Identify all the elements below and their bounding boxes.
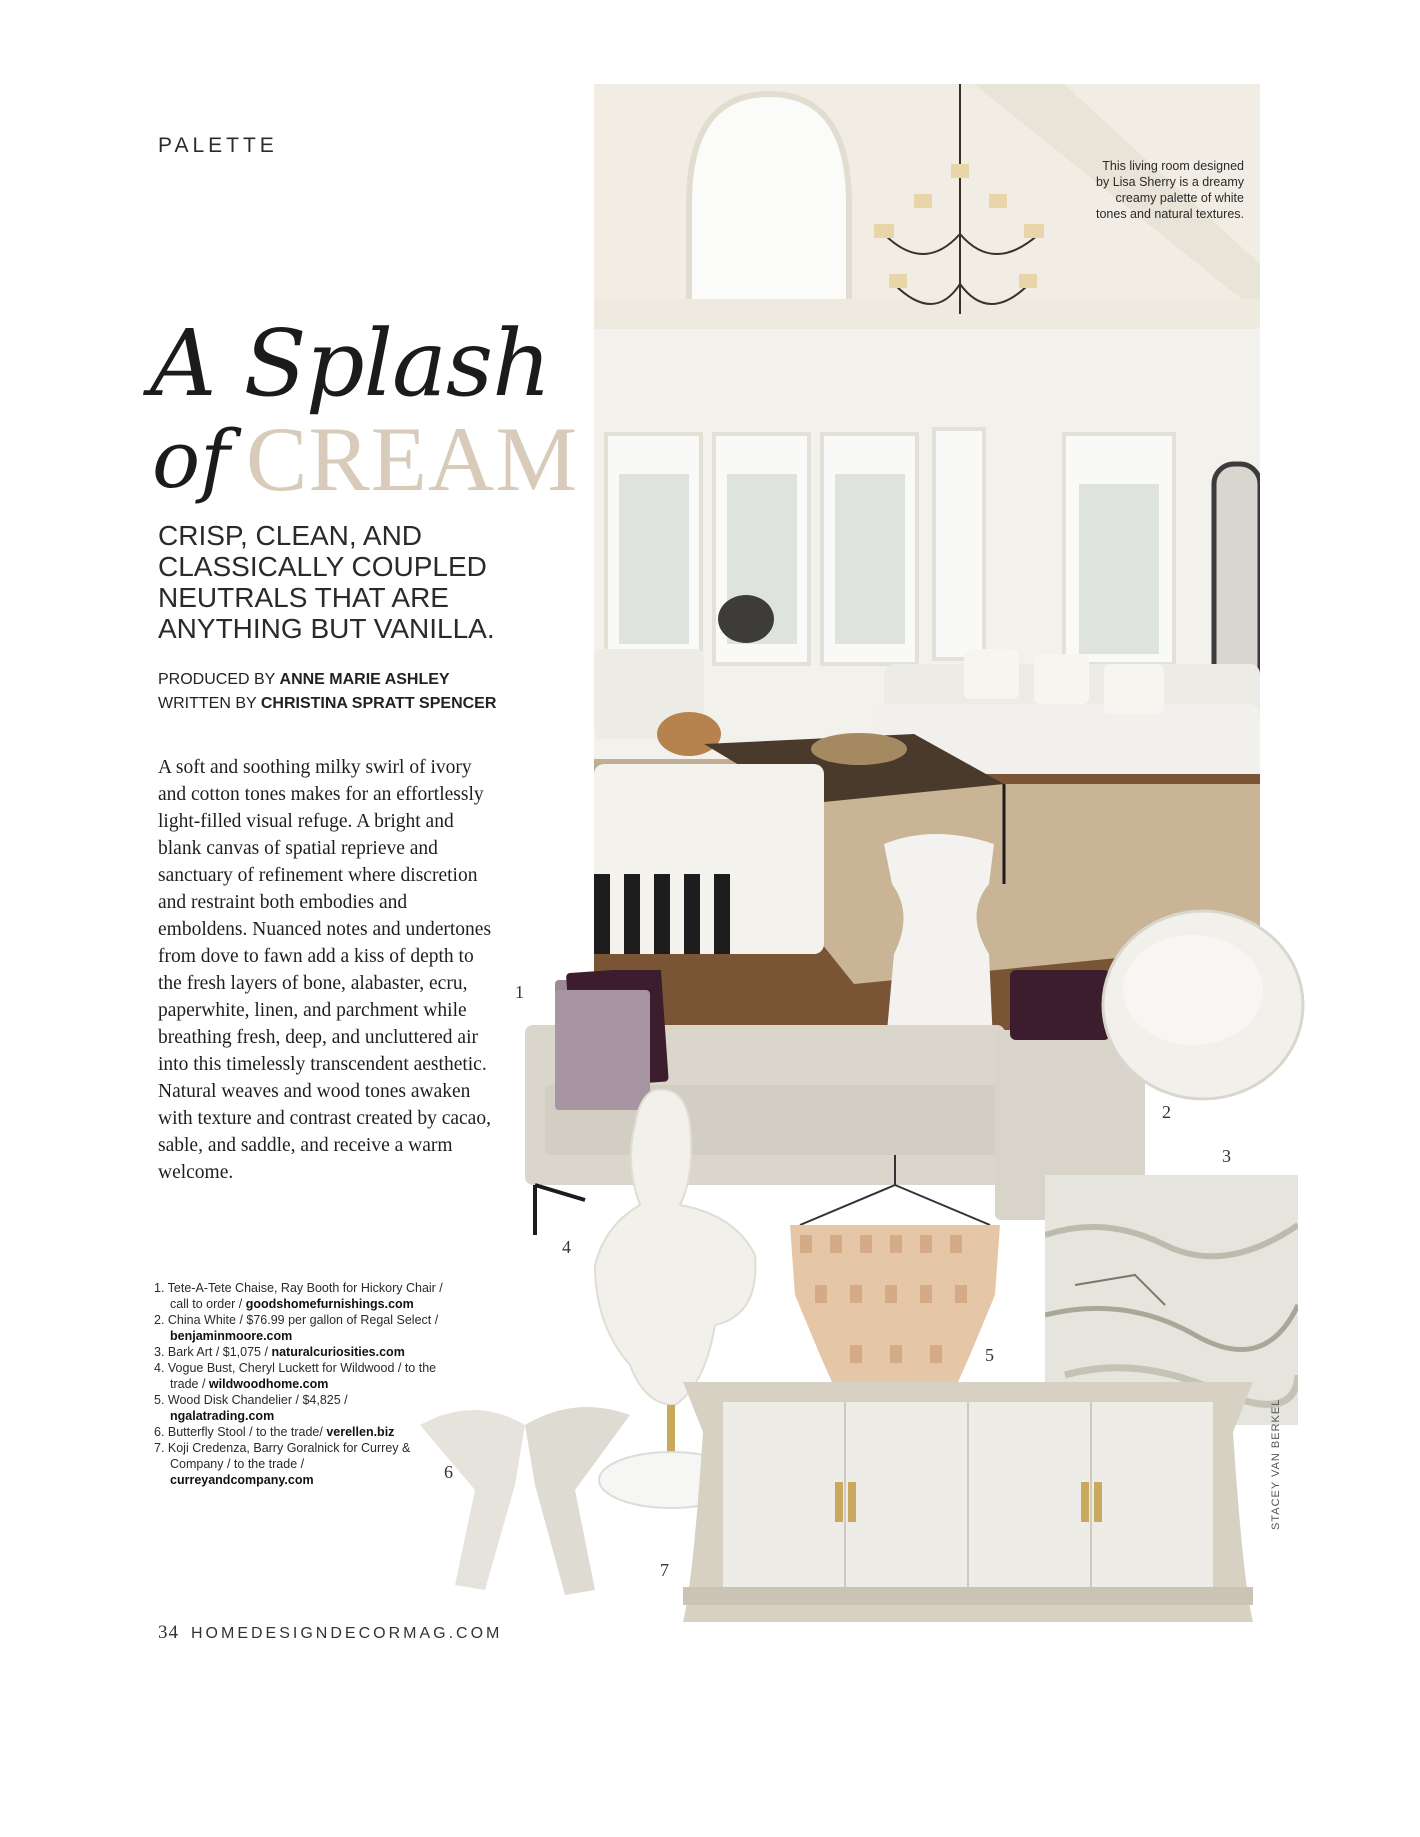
- subtitle: CRISP, CLEAN, AND CLASSICALLY COUPLED NEUTRALS THAT ARE ANYTHING BUT VANILLA.: [158, 520, 495, 644]
- product-desc: 7. Koji Credenza, Barry Goralnick for Currey & Company / to the trade /: [154, 1441, 411, 1471]
- product-item: [154, 1392, 444, 1424]
- product-link[interactable]: naturalcuriosities.com: [271, 1345, 405, 1359]
- headline-of: of: [152, 413, 230, 506]
- photo-caption: This living room designed by Lisa Sherry is a dreamy creamy palette of white tones and natural textures.: [1095, 159, 1244, 221]
- credenza-image: [683, 1382, 1253, 1627]
- product-desc: 1. Tete-A-Tete Chaise, Ray Booth for Hickory Chair / call to order /: [154, 1281, 443, 1311]
- product-link[interactable]: curreyandcompany.com: [170, 1473, 314, 1487]
- headline-line1: A Splash: [150, 310, 551, 417]
- written-by: [158, 692, 496, 716]
- product-desc: 4. Vogue Bust, Cheryl Luckett for Wildwood / to the trade /: [154, 1361, 437, 1391]
- headline-accent: CREAM: [246, 408, 579, 510]
- item-number-7: 7: [660, 1560, 669, 1580]
- item-number-5: 5: [985, 1345, 994, 1365]
- product-desc: 3. Bark Art / $1,075 /: [154, 1345, 272, 1359]
- section-label: PALETTE: [158, 134, 278, 157]
- credits: [158, 668, 496, 716]
- product-item: [154, 1424, 444, 1440]
- item-number-4: 4: [562, 1237, 571, 1257]
- producer-name: ANNE MARIE ASHLEY: [279, 671, 450, 688]
- paint-swatch-image: [1098, 905, 1308, 1105]
- product-link[interactable]: verellen.biz: [326, 1425, 395, 1439]
- wood-disk-chandelier-image: [780, 1155, 1010, 1415]
- product-item: [154, 1344, 444, 1360]
- written-by-label: WRITTEN BY: [158, 695, 261, 712]
- product-item: [154, 1360, 444, 1392]
- writer-name: CHRISTINA SPRATT SPENCER: [260, 695, 497, 712]
- product-item: [154, 1280, 444, 1312]
- page-footer: [158, 1622, 502, 1644]
- produced-by: [158, 668, 496, 692]
- item-number-1: 1: [515, 982, 524, 1002]
- item-number-3: 3: [1222, 1146, 1231, 1166]
- footer-site[interactable]: HOMEDESIGNDECORMAG.COM: [191, 1625, 503, 1642]
- product-item: [154, 1440, 444, 1488]
- photo-credit: STACEY VAN BERKEL: [1270, 1398, 1282, 1530]
- product-item: [154, 1312, 444, 1344]
- item-number-2: 2: [1162, 1102, 1171, 1122]
- butterfly-stool-image: [415, 1395, 635, 1600]
- product-desc: 5. Wood Disk Chandelier / $4,825 /: [154, 1393, 348, 1407]
- product-desc: 2. China White / $76.99 per gallon of Regal Select /: [154, 1313, 439, 1327]
- body-text: A soft and soothing milky swirl of ivory and cotton tones makes for an effortlessly light-filled visual refuge. A bright and blank canvas of spatial reprieve and sanctuary of refinement where discretion and restraint both embodies and emboldens. Nuanced notes and undertones from dove to fawn add a kiss of depth to the fresh layers of bone, alabaster, ecru, paperwhite, linen, and parchment while breathing fresh, deep, and uncluttered air into this timelessly transcendent aesthetic. Natural weaves and wood tones awaken with texture and contrast created by cacao, sable, and saddle, and receive a warm welcome.: [158, 757, 492, 1183]
- product-link[interactable]: benjaminmoore.com: [170, 1329, 293, 1343]
- product-link[interactable]: wildwoodhome.com: [208, 1377, 329, 1391]
- product-desc: 6. Butterfly Stool / to the trade/: [154, 1425, 327, 1439]
- page-number: 34: [158, 1622, 179, 1643]
- product-link[interactable]: ngalatrading.com: [170, 1409, 275, 1423]
- product-link[interactable]: goodshomefurnishings.com: [245, 1297, 414, 1311]
- produced-by-label: PRODUCED BY: [158, 671, 280, 688]
- item-number-6: 6: [444, 1462, 453, 1482]
- product-list: [154, 1280, 444, 1488]
